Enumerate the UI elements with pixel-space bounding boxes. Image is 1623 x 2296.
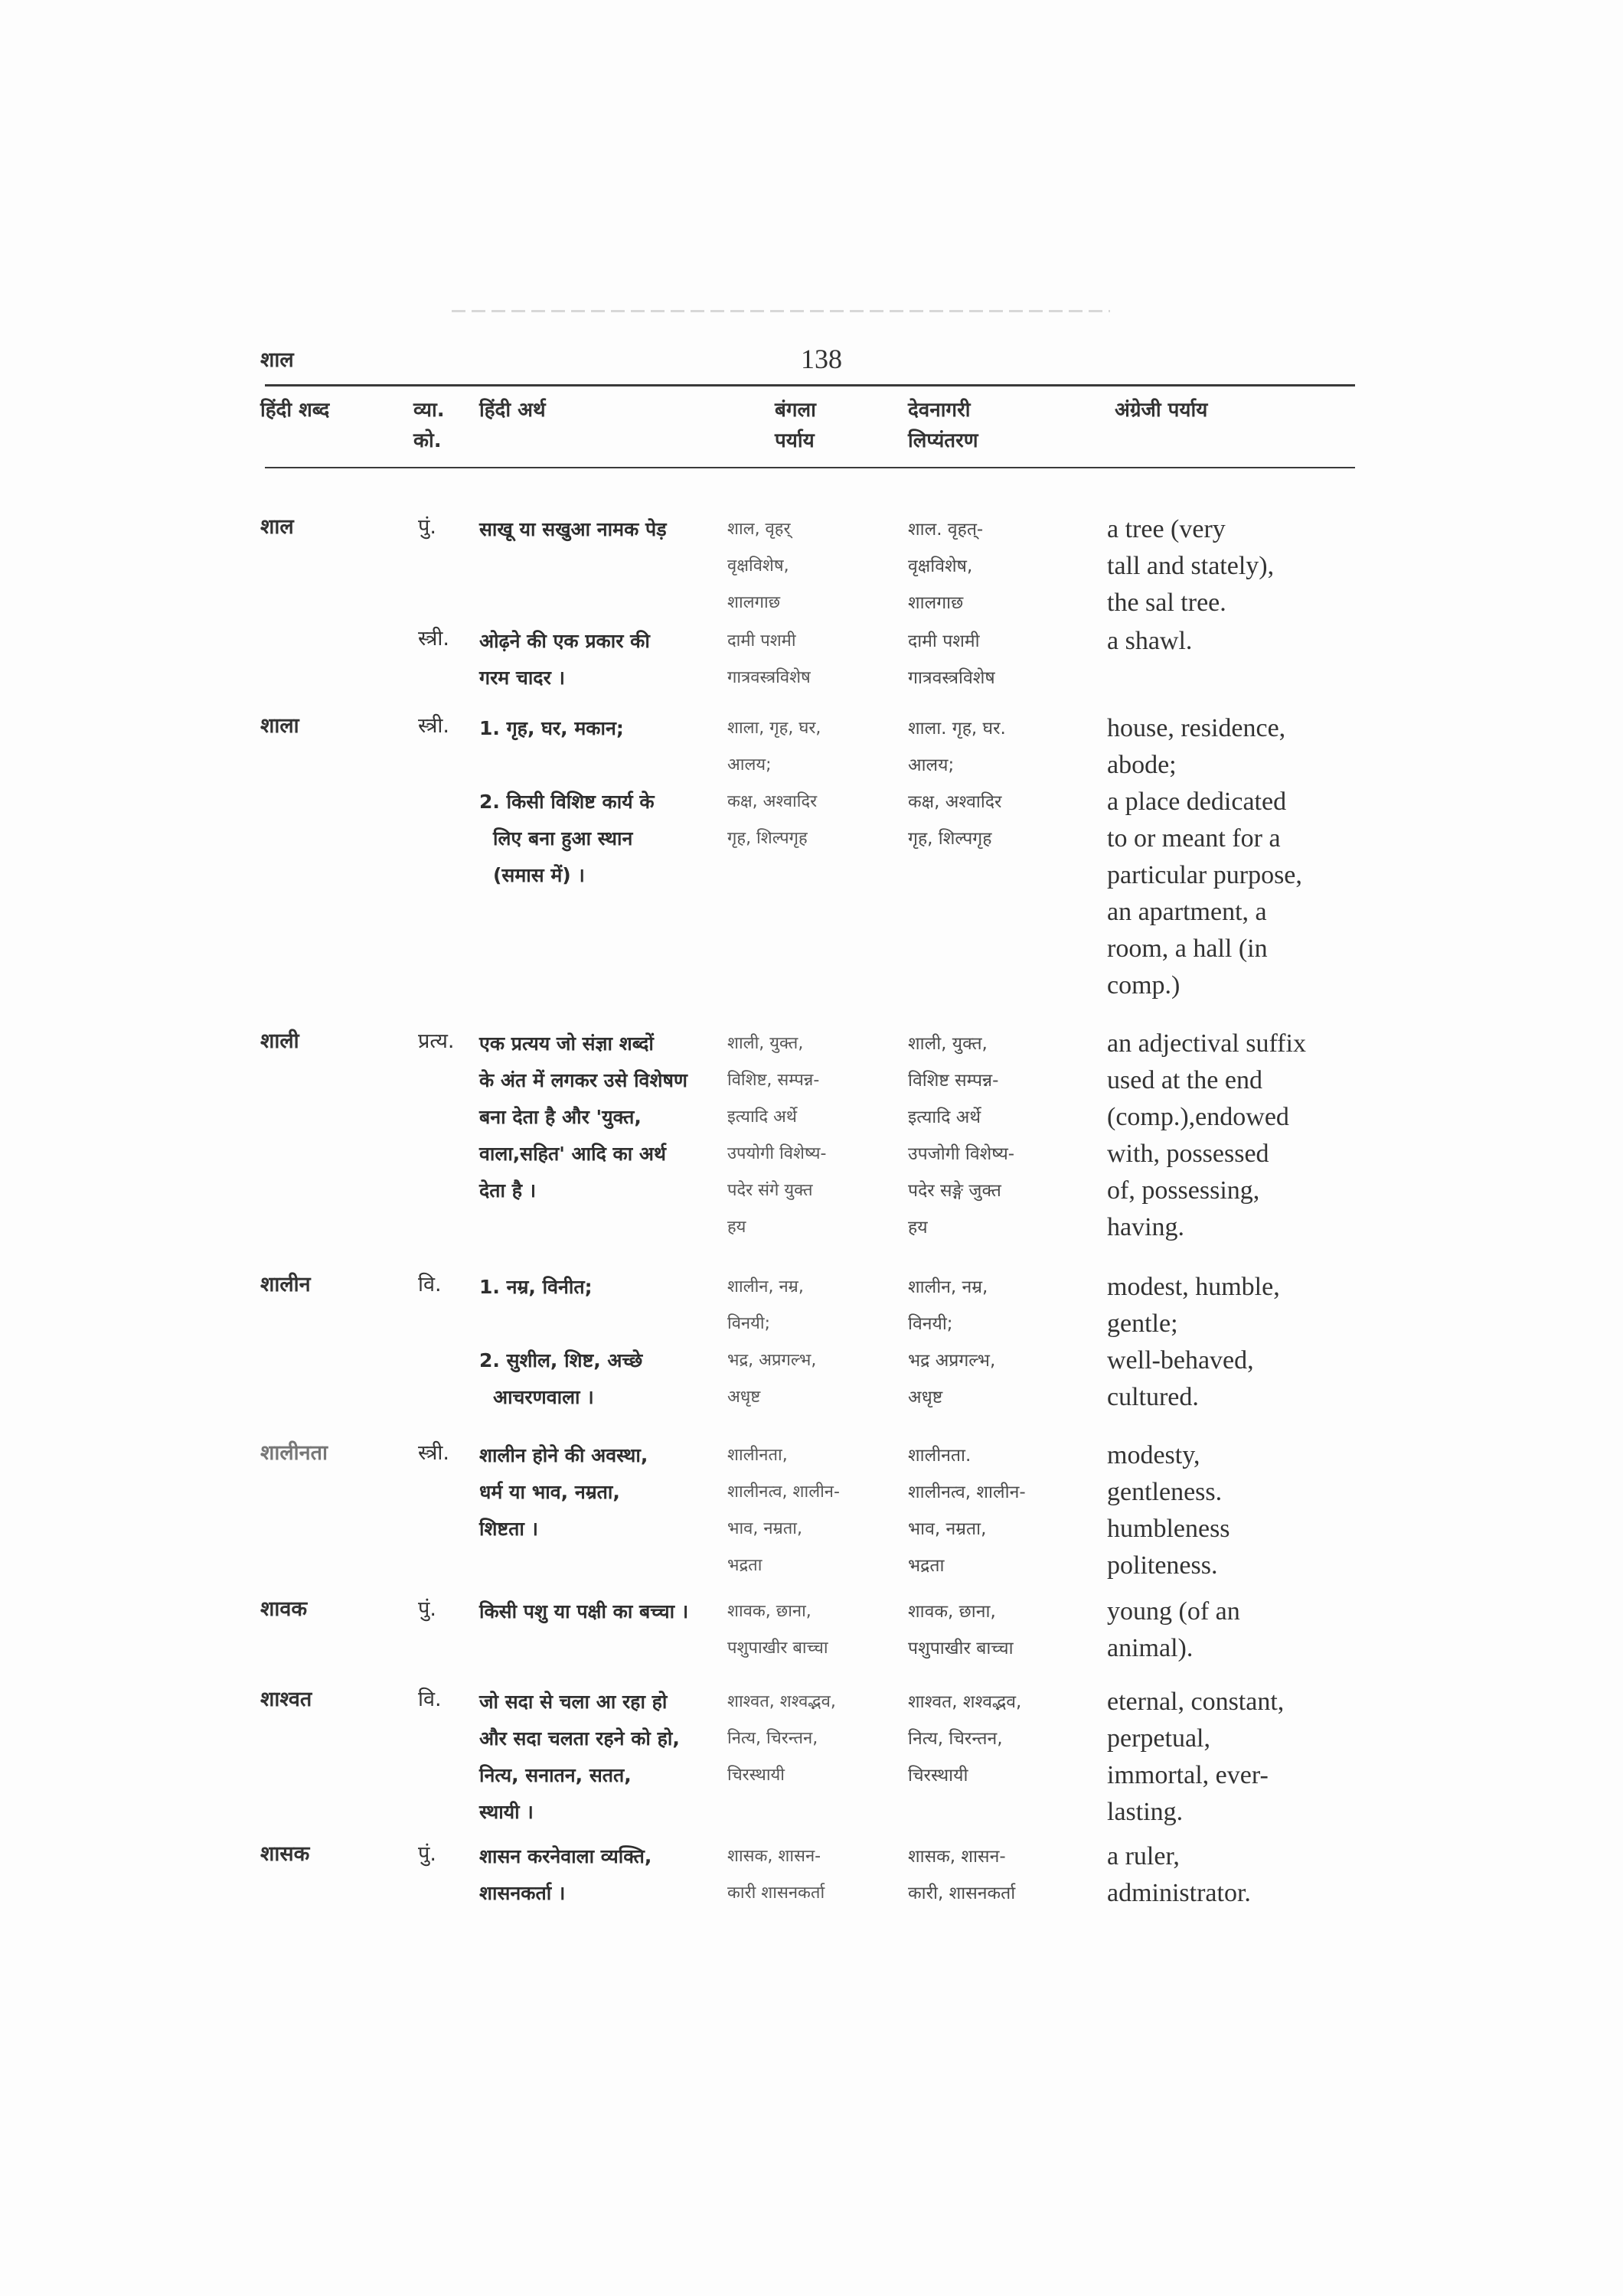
devanagari-transliteration-line: शाल. वृहत्-	[908, 520, 984, 540]
english-equivalent	[1107, 511, 1360, 621]
part-of-speech: स्त्री.	[418, 627, 449, 651]
bengali-equivalent-line: भद्रता	[727, 1556, 763, 1575]
part-of-speech: वि.	[418, 1688, 442, 1711]
devanagari-transliteration-line: गात्रवस्त्रविशेष	[908, 668, 995, 688]
devanagari-transliteration-line: दामी पशमी	[908, 631, 980, 651]
bengali-equivalent-line: भाव, नम्रता,	[727, 1519, 802, 1538]
devanagari-transliteration-line: चिरस्थायी	[908, 1766, 968, 1786]
devanagari-transliteration-line: शाली, युक्त,	[908, 1034, 988, 1054]
english-equivalent	[1107, 1838, 1360, 1912]
english-equivalent-line: administrator.	[1107, 1879, 1251, 1907]
english-equivalent-line: comp.)	[1107, 971, 1181, 1000]
col-header-hindi-meaning: हिंदी अर्थ	[479, 399, 546, 422]
english-equivalent	[1107, 1342, 1360, 1416]
english-equivalent-line: with, possessed	[1107, 1140, 1269, 1168]
hindi-meaning-line: किसी पशु या पक्षी का बच्चा ।	[479, 1600, 689, 1623]
bengali-equivalent-line: कक्ष, अश्वादिर	[727, 792, 818, 811]
headword: शाला	[260, 714, 299, 738]
devanagari-transliteration-line: भाव, नम्रता,	[908, 1519, 987, 1539]
bengali-equivalent-line: वृक्षविशेष,	[727, 556, 789, 576]
hindi-meaning-line: (समास में) ।	[493, 864, 585, 886]
english-equivalent-line: abode;	[1107, 751, 1177, 779]
english-equivalent-line: well-behaved,	[1107, 1346, 1254, 1375]
hindi-meaning-line: धर्म या भाव, नम्रता,	[479, 1481, 620, 1503]
english-equivalent-line: a shawl.	[1107, 627, 1193, 655]
devanagari-transliteration-line: भद्रता	[908, 1556, 945, 1576]
hindi-meaning	[479, 1437, 723, 1548]
english-equivalent-line: of, possessing,	[1107, 1176, 1260, 1205]
devanagari-transliteration	[908, 1593, 1092, 1667]
headword: शाल	[260, 515, 294, 539]
bengali-equivalent	[727, 1026, 903, 1246]
english-equivalent-line: young (of an	[1107, 1597, 1240, 1626]
bengali-equivalent-line: उपयोगी विशेष्य-	[727, 1144, 827, 1163]
devanagari-transliteration-line: नित्य, चिरन्तन,	[908, 1729, 1003, 1749]
bengali-equivalent	[727, 1437, 903, 1584]
devanagari-transliteration-line: उपजोगी विशेष्य-	[908, 1144, 1015, 1164]
hindi-meaning	[479, 710, 723, 747]
bengali-equivalent	[727, 623, 903, 696]
english-equivalent-line: tall and stately),	[1107, 552, 1275, 580]
hindi-meaning	[479, 1026, 723, 1209]
devanagari-transliteration-line: पदेर सङ्गे जुक्त	[908, 1181, 1001, 1201]
hindi-meaning-line: शासनकर्ता ।	[479, 1882, 566, 1904]
devanagari-transliteration-line: हय	[908, 1218, 928, 1238]
part-of-speech: स्त्री.	[418, 1441, 449, 1465]
english-equivalent	[1107, 1026, 1360, 1246]
hindi-meaning-line: और सदा चलता रहने को हो,	[479, 1727, 680, 1750]
english-equivalent-line: a tree (very	[1107, 515, 1226, 543]
header-rule-bottom	[265, 467, 1355, 468]
english-equivalent-line: lasting.	[1107, 1798, 1184, 1826]
devanagari-transliteration	[908, 1026, 1092, 1246]
hindi-meaning-line: वाला,सहित' आदि का अर्थ	[479, 1143, 667, 1165]
page-number: 138	[801, 344, 842, 374]
devanagari-transliteration-line: पशुपाखीर बाच्चा	[908, 1639, 1014, 1658]
devanagari-transliteration	[908, 1342, 1092, 1416]
col-header-grammar-line: को.	[413, 429, 442, 452]
devanagari-transliteration	[908, 511, 1092, 621]
bengali-equivalent-line: आलय;	[727, 755, 772, 775]
devanagari-transliteration-line: शासक, शासन-	[908, 1847, 1006, 1867]
english-equivalent	[1107, 1593, 1360, 1667]
headword: शासक	[260, 1842, 310, 1866]
headword: शालीनता	[260, 1441, 328, 1465]
devanagari-transliteration-line: भद्र अप्रगल्भ,	[908, 1351, 996, 1371]
hindi-meaning-line: आचरणवाला ।	[493, 1386, 594, 1408]
bengali-equivalent-line: नित्य, चिरन्तन,	[727, 1729, 818, 1748]
english-equivalent-line: used at the end	[1107, 1066, 1262, 1094]
hindi-meaning-line: शासन करनेवाला व्यक्ति,	[479, 1845, 652, 1867]
english-equivalent	[1107, 784, 1360, 1004]
english-equivalent	[1107, 1437, 1360, 1584]
hindi-meaning-line: देता है ।	[479, 1179, 537, 1202]
col-header-devanagari-line: देवनागरी	[908, 399, 971, 422]
english-equivalent-line: politeness.	[1107, 1551, 1218, 1580]
english-equivalent-line: gentle;	[1107, 1309, 1178, 1338]
hindi-meaning	[479, 1342, 723, 1416]
english-equivalent-line: humbleness	[1107, 1515, 1230, 1543]
english-equivalent-line: (comp.),endowed	[1107, 1103, 1289, 1131]
devanagari-transliteration-line: वृक्षविशेष,	[908, 556, 973, 576]
header-rule-top	[265, 384, 1355, 386]
bengali-equivalent-line: पदेर संगे युक्त	[727, 1181, 813, 1200]
hindi-meaning-line: शिष्टता ।	[479, 1518, 538, 1540]
english-equivalent-line: cultured.	[1107, 1383, 1199, 1411]
running-head: शाल	[260, 348, 294, 372]
devanagari-transliteration	[908, 1838, 1092, 1912]
devanagari-transliteration-line: इत्यादि अर्थे	[908, 1107, 981, 1127]
bengali-equivalent-line: शाल, वृहर्	[727, 520, 791, 539]
english-equivalent-line: to or meant for a	[1107, 824, 1281, 853]
english-equivalent-line: eternal, constant,	[1107, 1688, 1285, 1716]
hindi-meaning	[479, 1684, 723, 1831]
col-header-bengali-line: बंगला	[775, 399, 816, 422]
hindi-meaning	[479, 784, 723, 894]
bengali-equivalent	[727, 1838, 903, 1912]
devanagari-transliteration	[908, 784, 1092, 857]
col-header-grammar-line: व्या.	[413, 399, 445, 422]
bengali-equivalent-line: विशिष्ट, सम्पन्न-	[727, 1071, 820, 1090]
bengali-equivalent-line: शाली, युक्त,	[727, 1034, 804, 1053]
part-of-speech: पुं.	[418, 1842, 436, 1866]
english-equivalent-line: an apartment, a	[1107, 898, 1267, 926]
bengali-equivalent	[727, 710, 903, 784]
part-of-speech: वि.	[418, 1273, 442, 1296]
hindi-meaning	[479, 1838, 723, 1912]
hindi-meaning-line: शालीन होने की अवस्था,	[479, 1444, 648, 1466]
bengali-equivalent-line: विनयी;	[727, 1314, 771, 1333]
bengali-equivalent	[727, 1269, 903, 1342]
english-equivalent-line: animal).	[1107, 1634, 1194, 1662]
devanagari-transliteration	[908, 623, 1092, 696]
devanagari-transliteration	[908, 1684, 1092, 1794]
english-equivalent-line: particular purpose,	[1107, 861, 1302, 889]
hindi-meaning-line: बना देता है और 'युक्त,	[479, 1106, 642, 1128]
devanagari-transliteration-line: आलय;	[908, 755, 955, 775]
bengali-equivalent-line: भद्र, अप्रगल्भ,	[727, 1351, 817, 1370]
bengali-equivalent-line: शासक, शासन-	[727, 1847, 821, 1866]
bengali-equivalent-line: दामी पशमी	[727, 631, 796, 651]
col-header-grammar	[413, 395, 445, 456]
english-equivalent-line: immortal, ever-	[1107, 1761, 1269, 1789]
english-equivalent-line: the sal tree.	[1107, 589, 1226, 617]
scan-artifact-line	[452, 310, 1110, 312]
hindi-meaning-line: नित्य, सनातन, सतत,	[479, 1764, 632, 1786]
hindi-meaning-line: 2. किसी विशिष्ट कार्य के	[479, 791, 655, 813]
bengali-equivalent	[727, 511, 903, 621]
hindi-meaning-line: गरम चादर ।	[479, 667, 565, 689]
hindi-meaning-line: साखू या सखुआ नामक पेड़	[479, 518, 667, 540]
english-equivalent-line: gentleness.	[1107, 1478, 1223, 1506]
bengali-equivalent-line: शालीन, नम्र,	[727, 1277, 804, 1296]
hindi-meaning-line: एक प्रत्यय जो संज्ञा शब्दों	[479, 1032, 654, 1055]
bengali-equivalent	[727, 1342, 903, 1416]
hindi-meaning-line: के अंत में लगकर उसे विशेषण	[479, 1069, 687, 1091]
devanagari-transliteration-line: कारी, शासनकर्ता	[908, 1883, 1016, 1903]
hindi-meaning-line: 2. सुशील, शिष्ट, अच्छे	[479, 1349, 643, 1371]
english-equivalent	[1107, 1269, 1360, 1342]
hindi-meaning-line: स्थायी ।	[479, 1801, 534, 1823]
devanagari-transliteration-line: शालगाछ	[908, 593, 964, 613]
headword: शाश्वत	[260, 1688, 312, 1711]
bengali-equivalent-line: शावक, छाना,	[727, 1602, 812, 1621]
devanagari-transliteration	[908, 1437, 1092, 1584]
english-equivalent-line: a ruler,	[1107, 1842, 1180, 1870]
devanagari-transliteration	[908, 710, 1092, 784]
col-header-devanagari-line: लिप्यंतरण	[908, 429, 978, 452]
english-equivalent-line: having.	[1107, 1213, 1185, 1241]
devanagari-transliteration-line: शाश्वत, शश्वद्भव,	[908, 1692, 1022, 1712]
devanagari-transliteration-line: शालीनता.	[908, 1446, 972, 1466]
english-equivalent-line: house, residence,	[1107, 714, 1286, 742]
bengali-equivalent-line: शालीनत्व, शालीन-	[727, 1482, 840, 1502]
hindi-meaning-line: 1. गृह, घर, मकान;	[479, 717, 624, 739]
part-of-speech: स्त्री.	[418, 714, 449, 738]
bengali-equivalent-line: शालीनता,	[727, 1446, 788, 1465]
devanagari-transliteration-line: शाला. गृह, घर.	[908, 719, 1006, 739]
col-header-bengali	[775, 395, 816, 456]
devanagari-transliteration-line: शालीनत्व, शालीन-	[908, 1482, 1026, 1502]
english-equivalent	[1107, 623, 1360, 660]
bengali-equivalent-line: गृह, शिल्पगृह	[727, 829, 808, 848]
devanagari-transliteration-line: विनयी;	[908, 1314, 953, 1334]
part-of-speech: पुं.	[418, 1597, 436, 1621]
devanagari-transliteration	[908, 1269, 1092, 1342]
hindi-meaning	[479, 1593, 723, 1630]
col-header-bengali-line: पर्याय	[775, 429, 815, 452]
bengali-equivalent-line: अधृष्ट	[727, 1388, 761, 1407]
bengali-equivalent-line: पशुपाखीर बाच्चा	[727, 1639, 828, 1658]
bengali-equivalent	[727, 1684, 903, 1794]
hindi-meaning	[479, 1269, 723, 1306]
devanagari-transliteration-line: गृह, शिल्पगृह	[908, 829, 992, 849]
hindi-meaning-line: ओढ़ने की एक प्रकार की	[479, 630, 650, 652]
english-equivalent	[1107, 710, 1360, 784]
hindi-meaning-line: जो सदा से चला आ रहा हो	[479, 1691, 668, 1713]
bengali-equivalent-line: शालगाछ	[727, 593, 781, 612]
devanagari-transliteration-line: विशिष्ट सम्पन्न-	[908, 1071, 999, 1091]
hindi-meaning	[479, 511, 723, 548]
devanagari-transliteration-line: शावक, छाना,	[908, 1602, 996, 1622]
headword: शाली	[260, 1029, 299, 1053]
english-equivalent-line: modest, humble,	[1107, 1273, 1280, 1301]
hindi-meaning-line: लिए बना हुआ स्थान	[493, 827, 633, 850]
devanagari-transliteration-line: अधृष्ट	[908, 1388, 943, 1407]
hindi-meaning	[479, 623, 723, 696]
bengali-equivalent-line: शाला, गृह, घर,	[727, 719, 821, 738]
bengali-equivalent-line: इत्यादि अर्थे	[727, 1107, 797, 1127]
devanagari-transliteration-line: शालीन, नम्र,	[908, 1277, 988, 1297]
bengali-equivalent-line: शाश्वत, शश्वद्भव,	[727, 1692, 836, 1711]
part-of-speech: प्रत्य.	[418, 1029, 455, 1053]
bengali-equivalent-line: हय	[727, 1218, 746, 1237]
bengali-equivalent	[727, 784, 903, 857]
english-equivalent-line: modesty,	[1107, 1441, 1200, 1469]
english-equivalent	[1107, 1684, 1360, 1831]
english-equivalent-line: room, a hall (in	[1107, 934, 1268, 963]
devanagari-transliteration-line: कक्ष, अश्वादिर	[908, 792, 1002, 812]
bengali-equivalent-line: गात्रवस्त्रविशेष	[727, 668, 811, 687]
bengali-equivalent-line: चिरस्थायी	[727, 1766, 785, 1785]
english-equivalent-line: a place dedicated	[1107, 788, 1287, 816]
col-header-hindi-word: हिंदी शब्द	[260, 399, 330, 422]
bengali-equivalent-line: कारी शासनकर्ता	[727, 1883, 825, 1903]
headword: शावक	[260, 1597, 308, 1621]
hindi-meaning-line: 1. नम्र, विनीत;	[479, 1276, 593, 1298]
headword: शालीन	[260, 1273, 311, 1296]
col-header-english: अंग्रेजी पर्याय	[1115, 399, 1208, 422]
english-equivalent-line: perpetual,	[1107, 1724, 1210, 1753]
bengali-equivalent	[727, 1593, 903, 1667]
col-header-devanagari	[908, 395, 978, 456]
part-of-speech: पुं.	[418, 515, 436, 539]
english-equivalent-line: an adjectival suffix	[1107, 1029, 1306, 1058]
